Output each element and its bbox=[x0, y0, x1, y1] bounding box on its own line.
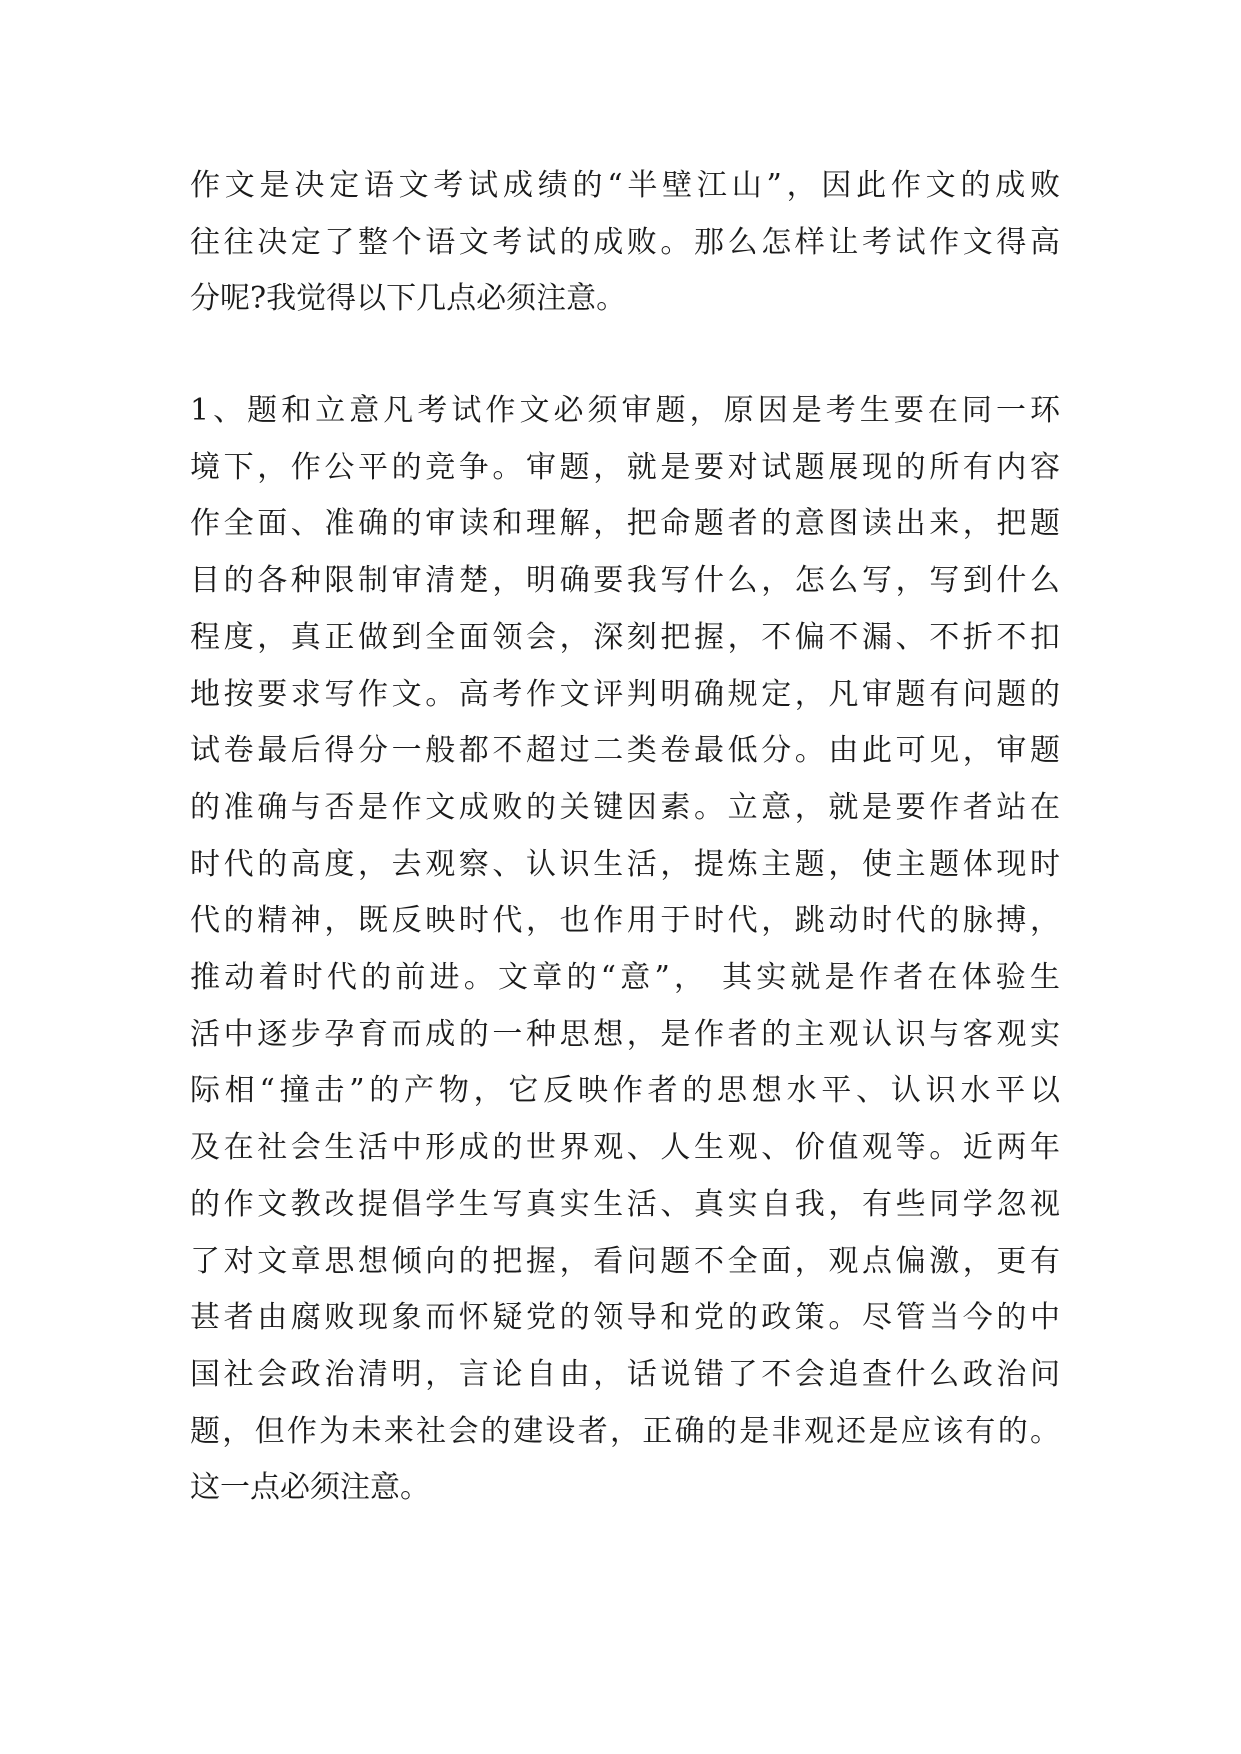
text-line: 往往决定了整个语文考试的成败。那么怎样让考试作文得高 bbox=[190, 224, 1060, 260]
text-line: 国社会政治清明，言论自由，话说错了不会追查什么政治问 bbox=[190, 1356, 1060, 1392]
section-1-paragraph bbox=[190, 383, 1060, 1517]
text-line: 甚者由腐败现象而怀疑党的领导和党的政策。尽管当今的中 bbox=[190, 1300, 1060, 1336]
text-line: 的作文教改提倡学生写真实生活、真实自我，有些同学忽视 bbox=[190, 1186, 1060, 1222]
text-line: 活中逐步孕育而成的一种思想，是作者的主观认识与客观实 bbox=[190, 1016, 1060, 1052]
text-line: 程度，真正做到全面领会，深刻把握，不偏不漏、不折不扣 bbox=[190, 619, 1060, 655]
text-line: 境下，作公平的竞争。审题，就是要对试题展现的所有内容 bbox=[190, 449, 1060, 485]
text-line: 时代的高度，去观察、认识生活，提炼主题，使主题体现时 bbox=[190, 846, 1060, 882]
text-line: 1、题和立意凡考试作文必须审题，原因是考生要在同一环 bbox=[190, 393, 1060, 428]
text-line: 题，但作为未来社会的建设者，正确的是非观还是应该有的。 bbox=[190, 1413, 1060, 1449]
text-line: 作全面、准确的审读和理解，把命题者的意图读出来，把题 bbox=[190, 506, 1060, 542]
text-line: 作文是决定语文考试成绩的“半壁江山”，因此作文的成败 bbox=[190, 168, 1060, 203]
text-line: 代的精神，既反映时代，也作用于时代，跳动时代的脉搏， bbox=[190, 903, 1060, 939]
text-line: 的准确与否是作文成败的关键因素。立意，就是要作者站在 bbox=[190, 789, 1060, 825]
text-line: 及在社会生活中形成的世界观、人生观、价值观等。近两年 bbox=[190, 1130, 1060, 1166]
text-line: 目的各种限制审清楚，明确要我写什么，怎么写，写到什么 bbox=[190, 563, 1060, 599]
intro-paragraph bbox=[190, 158, 1060, 328]
text-line: 试卷最后得分一般都不超过二类卷最低分。由此可见，审题 bbox=[190, 733, 1060, 769]
text-line: 推动着时代的前进。文章的“意”， 其实就是作者在体验生 bbox=[190, 960, 1060, 996]
text-line: 地按要求写作文。高考作文评判明确规定，凡审题有问题的 bbox=[190, 676, 1060, 712]
text-line: 了对文章思想倾向的把握，看问题不全面，观点偏激，更有 bbox=[190, 1243, 1060, 1279]
text-line: 分呢?我觉得以下几点必须注意。 bbox=[190, 281, 627, 317]
text-line: 际相“撞击”的产物，它反映作者的思想水平、认识水平以 bbox=[190, 1073, 1060, 1109]
text-line: 这一点必须注意。 bbox=[190, 1470, 430, 1506]
